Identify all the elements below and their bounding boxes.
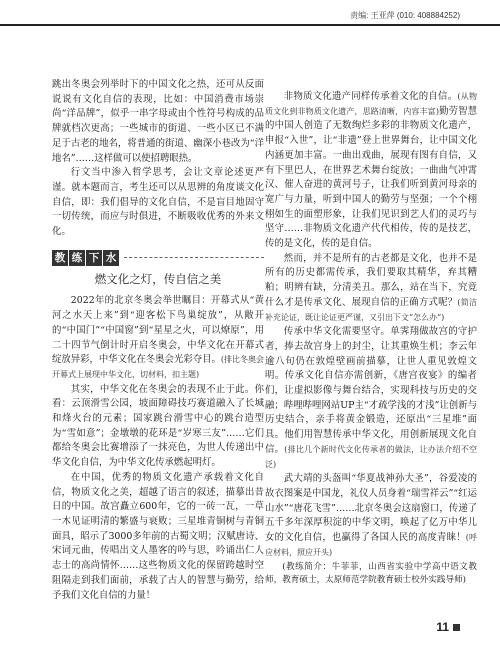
annotation: (排比几个新时代文化传承者的做法，让办法介绍不空泛) — [265, 444, 477, 469]
paragraph — [265, 325, 477, 472]
header-rule — [0, 24, 500, 26]
paragraph-text: 非物质文化遗产同样传承着文化的自信。 — [283, 91, 458, 102]
section-divider — [124, 257, 264, 258]
paragraph — [265, 472, 477, 560]
paragraph: 在中国，优秀的物质文化遗产承载着文化自信，物质文化之美，超越了语言的叙述，描摹出昔日的中国。故宫矗立600年，它的一砖一瓦，一草一木见证明清的繁盛与衰败；三星堆青铜树与青铜面具，昭示了3000多年前的古蜀文明；汉赋唐诗、宋词元曲，传唱出文人墨客的吟与思，吟诵出仁人志士的高尚情怀……这些物质文化的保留跨越时空阻隔走到我们面前，承载了古人的智慧与勤劳，给予我们文化自信的力量！ — [52, 471, 264, 601]
section-tag-char: 教 — [52, 250, 68, 266]
annotation: (从物质文化到非物质文化遗产，思路清晰，内容丰富) — [265, 92, 477, 116]
section-header — [52, 250, 264, 266]
paragraph — [265, 90, 477, 252]
square-marker-icon — [453, 624, 460, 631]
author-bio: (教练简介：牛菲菲，山西省实验中学高中语文教师，教育硕士，太原师范学院教育硕士校外实践导师) — [265, 561, 477, 585]
annotation: (简洁补充论证，既让论证更严谨，又引出下文“怎么办”) — [265, 297, 477, 322]
paragraph: 其实，中华文化在冬奥会的表现不止于此。你看：云顶滑雪公园，坡面障碍技巧赛道融入了长城和烽火台的元素；国家跳台滑雪中心的跳台造型为“雪如意”；金墩墩的花环是“岁寒三友”……它们都给冬奥会比赛增添了一抹亮色，为世人传递出中华文化自信，为中华文化传承燃起明灯。 — [52, 383, 264, 469]
editor-info: 责编: 王亚萍 (010: 408884252) — [350, 11, 460, 20]
left-column — [52, 78, 264, 603]
section-tag-char: 下 — [86, 250, 102, 266]
paragraph: 跳出冬奥会列举时下的中国文化之热，还可从反面说说有文化自信的表现，比如：中国消费市场崇尚“洋品牌”，似乎一串字母或由个性符号构成的品牌就档次更高；一些城市的街道、一些小区已不满足于古老的地名，将普通的街道、幽深小巷改为“洋地名”……这样做可以使招聘眼热。 — [52, 79, 264, 164]
section-tag-char: 练 — [69, 250, 85, 266]
paragraph: 行文当中渗入哲学思考，会让文章论述更严谨。就本题而言，考生还可以从思辨的角度谈文化自信，即：我们倡导的文化自信，不是盲目地固守一切传统，而应与时俱进，不断吸收优秀的外来文化。 — [52, 167, 264, 238]
page-number — [436, 620, 460, 634]
annotation: (排比冬奥会开幕式上展现中华文化，切材料，扣主题) — [52, 355, 264, 379]
right-column — [265, 90, 477, 587]
section-tag-char: 水 — [103, 250, 119, 266]
essay-title: 燃文化之灯，传自信之美 — [94, 271, 222, 286]
paragraph-text: 勤劳智慧的中国人创造了无数绚烂多彩的非物质文化遗产，申报“入世”，让“非遗”登上世界舞台，让中国文化内涵更加丰富。一曲出戏曲，展现有图有自信，又有下里巴人，在世界艺术舞台绽放；一曲曲气冲霄汉、催人奋进的黄河号子，让我们听到黄河母亲的宽广与力量，听到中国人的勤劳与坚强；一个个栩栩如生的面塑形象，让我们见识到艺人们的灵巧与坚守……非物质文化遗产代代相传，传的是技艺，传的是文化，传的是自信。 — [265, 105, 477, 250]
section-tag — [52, 250, 120, 266]
paragraph — [265, 252, 477, 326]
annotation: (呼应材料，照应开头) — [265, 533, 477, 557]
page-number-text: 11 — [436, 620, 449, 634]
paragraph-text: 传承中华文化需要坚守。单霁翔做故宫的守护者，捧去故宫身上的封尘，让其重焕生机；李云年逾八旬仍在敦煌壁画前描摹，让世人重见敦煌文明。传承文化自信亦需创新，《唐宫夜宴》的编者们，让虚拟影像与舞台结合，实现科技与历史的交融；哔哩哔哩网站UP主“才疏学浅的才浅”让创新与历史结合，亲手将黄金锻造，还原出“三星堆”面具。他们用智慧传承中华文化，用创新展现文化自信。 — [265, 326, 477, 455]
paragraph — [52, 294, 264, 382]
paragraph-text: 然而，并不是所有的古老都是文化，也并不是所有的历史都需传承，我们要取其精华，弃其糟粕；明辨有缺，分清美丑。那么，站在当下，究竟什么才是传承文化、展现自信的正确方式呢？ — [265, 252, 477, 308]
paragraph-text: 2022年的北京冬奥会举世瞩目：开幕式从“黄河之水天上来”到“迎客松下鸟巢绽放”，从敞开的“中国门”“中国窗”到“星星之火，可以燎原”，用二十四节气倒计时开启冬奥会，中华文化在开幕式绽放异彩，中华文化在冬奥会光彩夺目。 — [52, 295, 264, 366]
paragraph-text: 武大靖的头盔叫“华夏战神孙大圣”，谷爱凌的故衣图案是中国龙，礼仪人员身着“瑞雪祥云”“红运山水”“唐花飞雪”……北京冬奥会这扇窗口，传递了五千多年深厚积淀的中华文明，唤起了亿万中华儿女的文化自信，也赢得了各国人民的高度青睐！ — [265, 473, 477, 544]
